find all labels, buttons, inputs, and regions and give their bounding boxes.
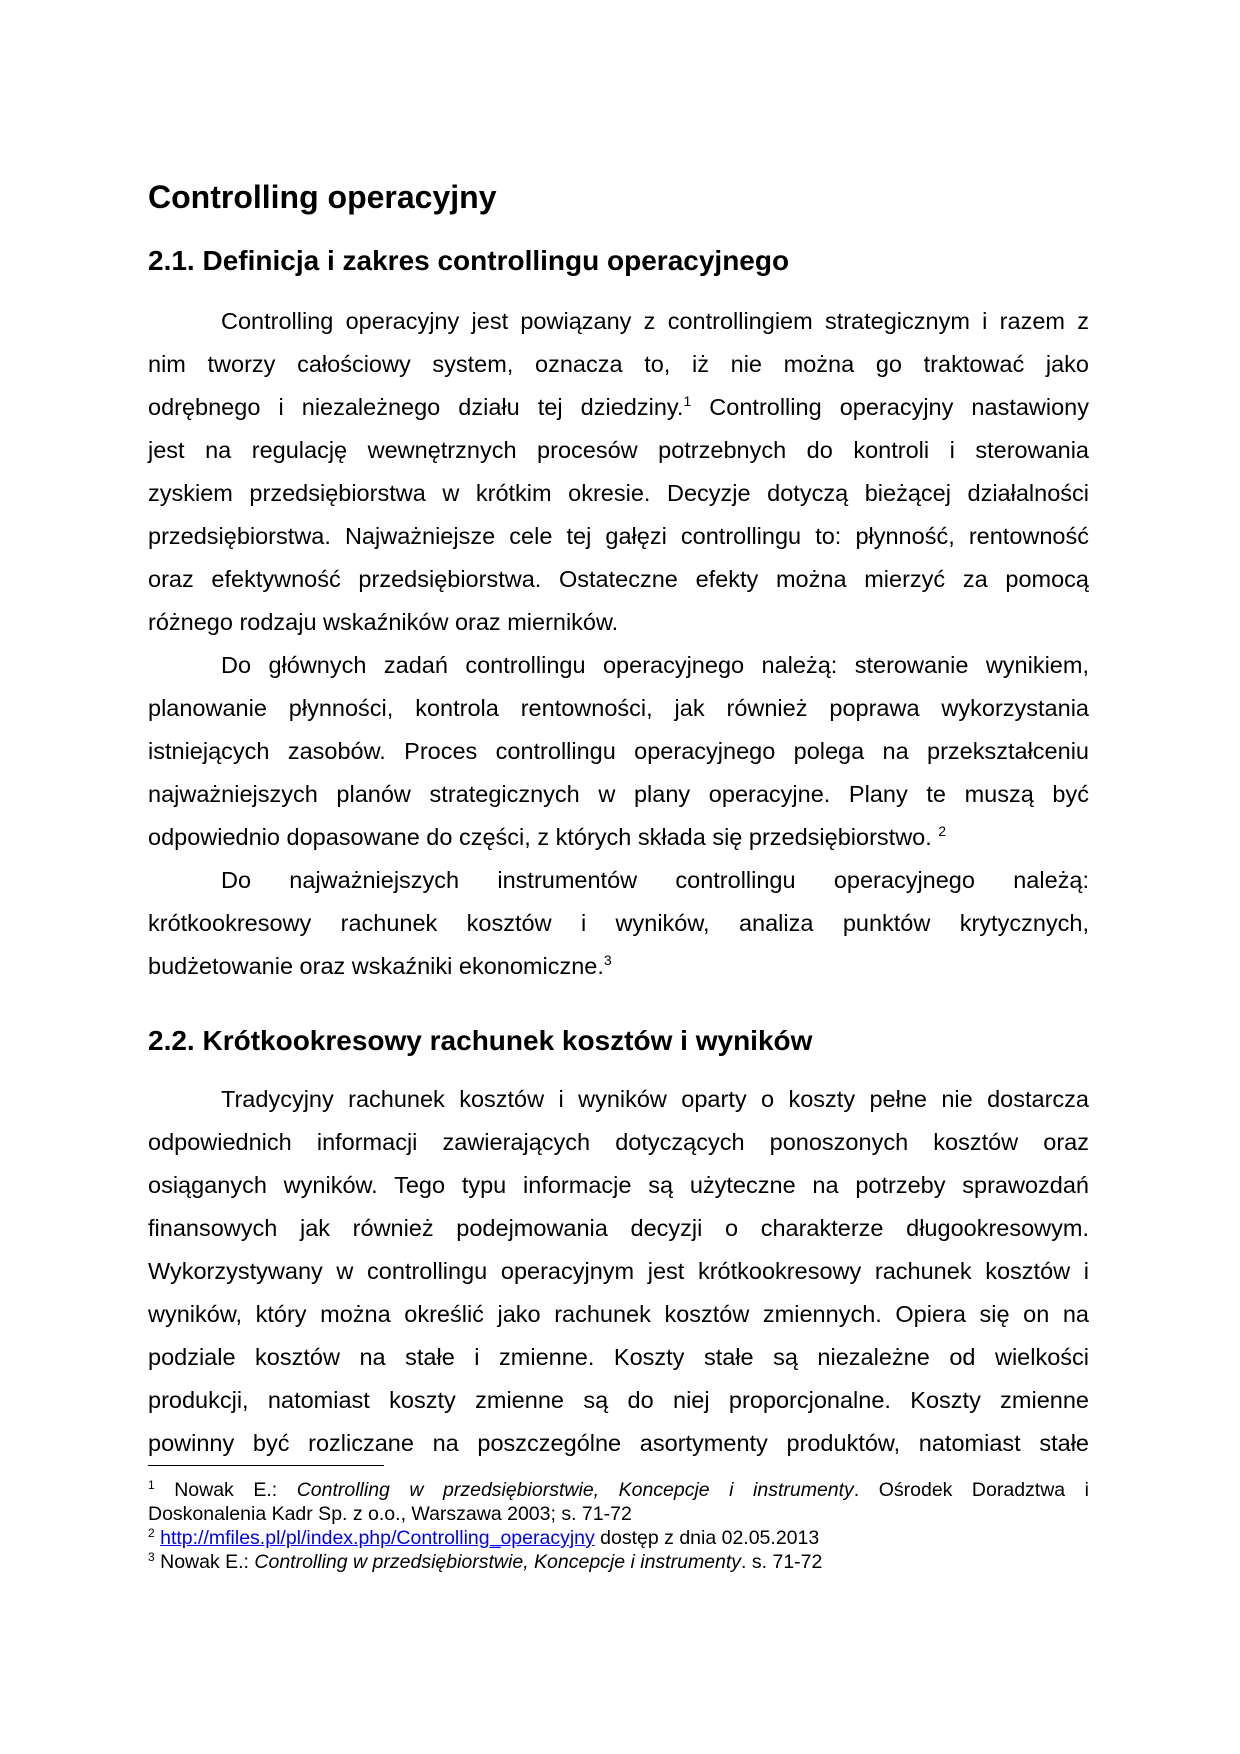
paragraph-line bbox=[148, 687, 1089, 730]
text-run: planowanie płynności, kontrola rentowności, jak również poprawa wykorzystania bbox=[148, 695, 1089, 721]
paragraph-line bbox=[148, 558, 1089, 601]
footnote-reference[interactable]: 1 bbox=[683, 393, 692, 409]
text-run: jest na regulację wewnętrznych procesów potrzebnych do kontroli i sterowania bbox=[148, 437, 1089, 463]
paragraph-line bbox=[148, 1379, 1089, 1422]
text-run: wyników, który można określić jako rachunek kosztów zmiennych. Opiera się on na bbox=[148, 1301, 1089, 1327]
paragraph-line bbox=[148, 773, 1089, 816]
section-2-1-body bbox=[148, 300, 1089, 988]
text-run: odpowiednio dopasowane do części, z których składa się przedsiębiorstwo. bbox=[148, 824, 939, 850]
footnote-title: Controlling w przedsiębiorstwie, Koncepcje i instrumenty bbox=[254, 1551, 742, 1573]
paragraph-line bbox=[148, 859, 1089, 902]
text-run: produkcji, natomiast koszty zmienne są do niej proporcjonalne. Koszty zmienne bbox=[148, 1387, 1089, 1413]
text-run: przedsiębiorstwa. Najważniejsze cele tej gałęzi controllingu to: płynność, rentowność bbox=[148, 523, 1089, 549]
paragraph-line bbox=[148, 1207, 1089, 1250]
paragraph-line bbox=[148, 515, 1089, 558]
text-run: nim tworzy całościowy system, oznacza to, iż nie można go traktować jako bbox=[148, 351, 1089, 377]
text-run: Controlling operacyjny nastawiony bbox=[691, 394, 1089, 420]
paragraph-line bbox=[148, 816, 1089, 859]
paragraph-line bbox=[148, 1250, 1089, 1293]
text-run: budżetowanie oraz wskaźniki ekonomiczne. bbox=[148, 953, 604, 979]
section-heading-2-2: 2.2. Krótkookresowy rachunek kosztów i wyników bbox=[148, 1025, 813, 1056]
text-run: Tradycyjny rachunek kosztów i wyników oparty o koszty pełne nie dostarcza bbox=[221, 1086, 1089, 1112]
section-2-2-body bbox=[148, 1078, 1089, 1465]
footnote-text: . s. 71-72 bbox=[741, 1551, 823, 1573]
text-run: odrębnego i niezależnego działu tej dziedziny. bbox=[148, 394, 684, 420]
paragraph-line bbox=[148, 1293, 1089, 1336]
footnote-reference[interactable]: 3 bbox=[603, 952, 612, 968]
text-run: podziale kosztów na stałe i zmienne. Koszty stałe są niezależne od wielkości bbox=[148, 1344, 1089, 1370]
footnote-title: Controlling w przedsiębiorstwie, Koncepcje i instrumenty bbox=[296, 1479, 854, 1501]
footnote-text: . Ośrodek Doradztwa i bbox=[853, 1479, 1089, 1501]
footnote-link[interactable]: http://mfiles.pl/pl/index.php/Controlling_operacyjny bbox=[160, 1527, 595, 1549]
footnote-author: Nowak E.: bbox=[160, 1551, 255, 1573]
footnote-2 bbox=[148, 1526, 1089, 1550]
text-run: Wykorzystywany w controllingu operacyjnym jest krótkookresowy rachunek kosztów i bbox=[148, 1258, 1089, 1284]
footnote-reference[interactable]: 2 bbox=[938, 823, 947, 839]
paragraph-line bbox=[148, 1336, 1089, 1379]
text-run: istniejących zasobów. Proces controllingu operacyjnego polega na przekształceniu bbox=[148, 738, 1089, 764]
footnote-separator bbox=[148, 1465, 384, 1466]
text-run: powinny być rozliczane na poszczególne asortymenty produktów, natomiast stałe bbox=[148, 1430, 1089, 1456]
footnote-text: dostęp z dnia 02.05.2013 bbox=[594, 1527, 820, 1549]
paragraph-line bbox=[148, 1422, 1089, 1465]
section-heading-2-1: 2.1. Definicja i zakres controllingu operacyjnego bbox=[148, 245, 790, 276]
footnote-number: 2 bbox=[148, 1526, 155, 1540]
paragraph-line bbox=[148, 429, 1089, 472]
text-run: Do głównych zadań controllingu operacyjnego należą: sterowanie wynikiem, bbox=[221, 652, 1089, 678]
footnote-1-cont: Doskonalenia Kadr Sp. z o.o., Warszawa 2003; s. 71-72 bbox=[148, 1503, 632, 1525]
paragraph-line bbox=[148, 902, 1089, 945]
footnote-1 bbox=[148, 1478, 1089, 1502]
text-run: Controlling operacyjny jest powiązany z controllingiem strategicznym i razem z bbox=[221, 308, 1089, 334]
paragraph-line bbox=[148, 1121, 1089, 1164]
paragraph-line bbox=[148, 300, 1089, 343]
paragraph-line bbox=[148, 472, 1089, 515]
text-run: odpowiednich informacji zawierających dotyczących ponoszonych kosztów oraz bbox=[148, 1129, 1089, 1155]
footnote-author: Nowak E.: bbox=[174, 1479, 297, 1501]
text-run: zyskiem przedsiębiorstwa w krótkim okresie. Decyzje dotyczą bieżącej działalności bbox=[148, 480, 1089, 506]
paragraph-line bbox=[148, 1078, 1089, 1121]
paragraph-line bbox=[148, 730, 1089, 773]
text-run: Do najważniejszych instrumentów controllingu operacyjnego należą: bbox=[221, 867, 1089, 893]
paragraph-line bbox=[148, 945, 1089, 988]
footnote-number: 3 bbox=[148, 1550, 155, 1564]
paragraph-line bbox=[148, 644, 1089, 687]
paragraph-line bbox=[148, 601, 1089, 644]
paragraph-line bbox=[148, 343, 1089, 386]
text-run: krótkookresowy rachunek kosztów i wyników, analiza punktów krytycznych, bbox=[148, 910, 1089, 936]
footnote-3 bbox=[148, 1550, 1089, 1574]
text-run: oraz efektywność przedsiębiorstwa. Ostateczne efekty można mierzyć za pomocą bbox=[148, 566, 1089, 592]
text-run: osiąganych wyników. Tego typu informacje są użyteczne na potrzeby sprawozdań bbox=[148, 1172, 1089, 1198]
footnotes bbox=[148, 1478, 1089, 1574]
text-run: finansowych jak również podejmowania decyzji o charakterze długookresowym. bbox=[148, 1215, 1089, 1241]
text-run: najważniejszych planów strategicznych w plany operacyjne. Plany te muszą być bbox=[148, 781, 1089, 807]
footnote-number: 1 bbox=[148, 1478, 155, 1492]
paragraph-line bbox=[148, 1164, 1089, 1207]
text-run: różnego rodzaju wskaźników oraz mierników. bbox=[148, 609, 619, 635]
document-title: Controlling operacyjny bbox=[148, 179, 497, 215]
paragraph-line bbox=[148, 386, 1089, 429]
